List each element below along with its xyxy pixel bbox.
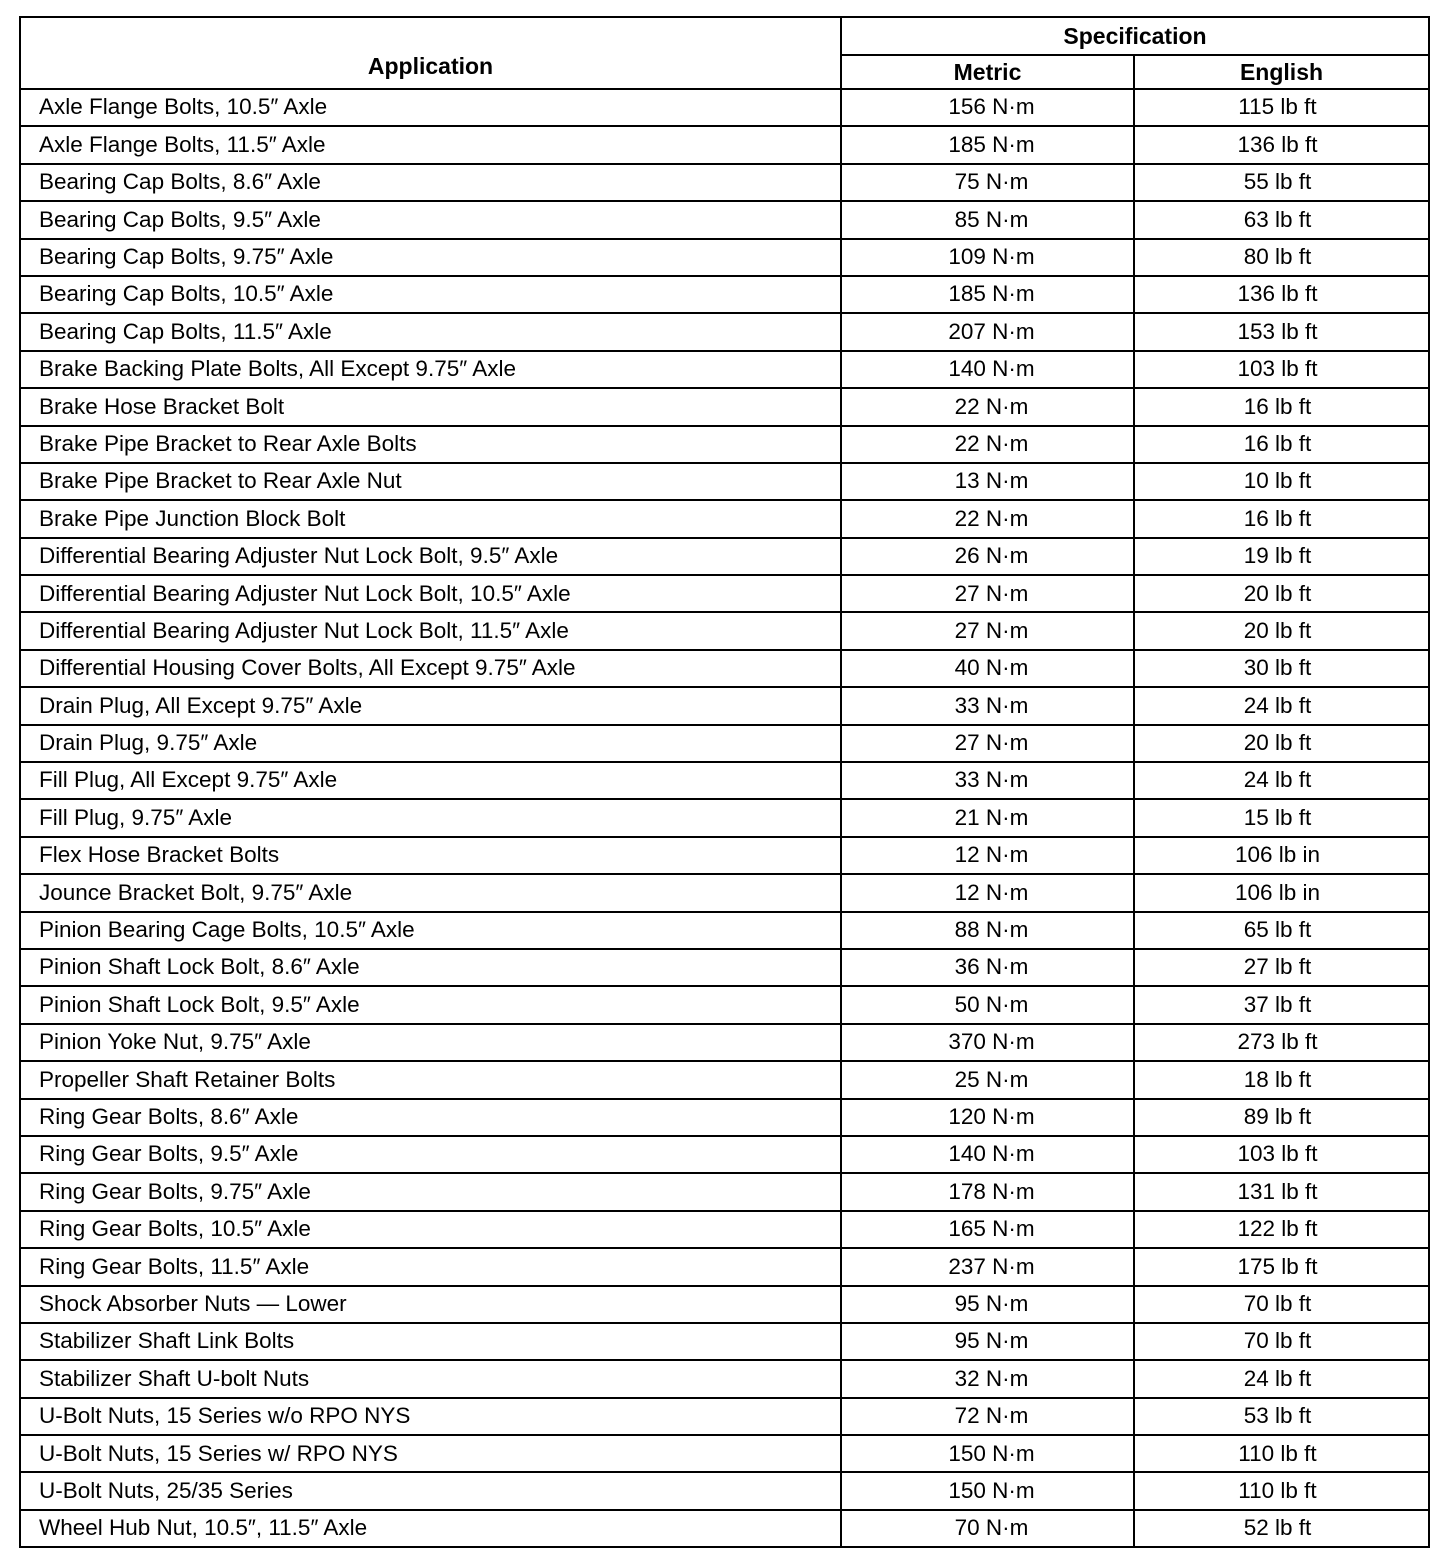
english-cell: 80 lb ft <box>1134 239 1429 276</box>
application-cell: Bearing Cap Bolts, 8.6″ Axle <box>20 164 841 201</box>
table-row <box>20 164 1429 201</box>
application-cell: Differential Bearing Adjuster Nut Lock Bolt, 10.5″ Axle <box>20 575 841 612</box>
application-cell: Drain Plug, All Except 9.75″ Axle <box>20 687 841 724</box>
table-row <box>20 874 1429 911</box>
english-cell: 175 lb ft <box>1134 1248 1429 1285</box>
english-cell: 103 lb ft <box>1134 351 1429 388</box>
table-row <box>20 986 1429 1023</box>
english-cell: 70 lb ft <box>1134 1323 1429 1360</box>
table-row <box>20 687 1429 724</box>
english-cell: 10 lb ft <box>1134 463 1429 500</box>
table-row <box>20 351 1429 388</box>
metric-cell: 12 N·m <box>841 874 1134 911</box>
table-row <box>20 949 1429 986</box>
english-header: English <box>1134 55 1429 89</box>
metric-cell: 70 N·m <box>841 1510 1134 1547</box>
english-cell: 106 lb in <box>1134 874 1429 911</box>
metric-cell: 22 N·m <box>841 388 1134 425</box>
table-row <box>20 463 1429 500</box>
application-cell: Differential Housing Cover Bolts, All Except 9.75″ Axle <box>20 650 841 687</box>
english-cell: 55 lb ft <box>1134 164 1429 201</box>
table-row <box>20 650 1429 687</box>
metric-cell: 50 N·m <box>841 986 1134 1023</box>
table-row <box>20 762 1429 799</box>
specification-header: Specification <box>841 17 1429 55</box>
metric-cell: 109 N·m <box>841 239 1134 276</box>
english-cell: 16 lb ft <box>1134 500 1429 537</box>
application-cell: Bearing Cap Bolts, 11.5″ Axle <box>20 313 841 350</box>
application-cell: Brake Pipe Bracket to Rear Axle Nut <box>20 463 841 500</box>
table-row <box>20 912 1429 949</box>
metric-cell: 36 N·m <box>841 949 1134 986</box>
english-cell: 30 lb ft <box>1134 650 1429 687</box>
english-cell: 103 lb ft <box>1134 1136 1429 1173</box>
application-cell: Fill Plug, 9.75″ Axle <box>20 799 841 836</box>
metric-cell: 95 N·m <box>841 1323 1134 1360</box>
english-cell: 106 lb in <box>1134 837 1429 874</box>
metric-cell: 185 N·m <box>841 276 1134 313</box>
table-row <box>20 126 1429 163</box>
metric-cell: 85 N·m <box>841 201 1134 238</box>
table-row <box>20 426 1429 463</box>
application-cell: Drain Plug, 9.75″ Axle <box>20 725 841 762</box>
metric-cell: 33 N·m <box>841 762 1134 799</box>
table-row <box>20 1024 1429 1061</box>
table-row <box>20 1248 1429 1285</box>
table-row <box>20 1360 1429 1397</box>
metric-cell: 207 N·m <box>841 313 1134 350</box>
english-cell: 110 lb ft <box>1134 1472 1429 1509</box>
english-cell: 115 lb ft <box>1134 89 1429 126</box>
english-cell: 52 lb ft <box>1134 1510 1429 1547</box>
english-cell: 20 lb ft <box>1134 575 1429 612</box>
application-cell: Brake Hose Bracket Bolt <box>20 388 841 425</box>
english-cell: 136 lb ft <box>1134 276 1429 313</box>
application-cell: Brake Pipe Junction Block Bolt <box>20 500 841 537</box>
metric-cell: 150 N·m <box>841 1472 1134 1509</box>
english-cell: 110 lb ft <box>1134 1435 1429 1472</box>
table-row <box>20 1061 1429 1098</box>
table-row <box>20 201 1429 238</box>
metric-cell: 12 N·m <box>841 837 1134 874</box>
english-cell: 65 lb ft <box>1134 912 1429 949</box>
metric-cell: 13 N·m <box>841 463 1134 500</box>
application-cell: Fill Plug, All Except 9.75″ Axle <box>20 762 841 799</box>
metric-cell: 185 N·m <box>841 126 1134 163</box>
application-cell: Propeller Shaft Retainer Bolts <box>20 1061 841 1098</box>
table-row <box>20 612 1429 649</box>
metric-cell: 140 N·m <box>841 1136 1134 1173</box>
table-row <box>20 538 1429 575</box>
table-body <box>20 89 1429 1547</box>
application-cell: Pinion Shaft Lock Bolt, 8.6″ Axle <box>20 949 841 986</box>
table-row <box>20 276 1429 313</box>
metric-cell: 33 N·m <box>841 687 1134 724</box>
application-cell: Bearing Cap Bolts, 9.75″ Axle <box>20 239 841 276</box>
english-cell: 18 lb ft <box>1134 1061 1429 1098</box>
english-cell: 53 lb ft <box>1134 1398 1429 1435</box>
metric-cell: 26 N·m <box>841 538 1134 575</box>
english-cell: 24 lb ft <box>1134 762 1429 799</box>
table-row <box>20 313 1429 350</box>
application-header: Application <box>20 17 841 89</box>
english-cell: 89 lb ft <box>1134 1099 1429 1136</box>
metric-cell: 75 N·m <box>841 164 1134 201</box>
english-cell: 24 lb ft <box>1134 687 1429 724</box>
table-row <box>20 799 1429 836</box>
metric-cell: 40 N·m <box>841 650 1134 687</box>
table-row <box>20 837 1429 874</box>
application-cell: Brake Pipe Bracket to Rear Axle Bolts <box>20 426 841 463</box>
metric-cell: 25 N·m <box>841 1061 1134 1098</box>
application-cell: Axle Flange Bolts, 10.5″ Axle <box>20 89 841 126</box>
english-cell: 20 lb ft <box>1134 612 1429 649</box>
english-cell: 37 lb ft <box>1134 986 1429 1023</box>
table-row <box>20 1398 1429 1435</box>
metric-cell: 27 N·m <box>841 575 1134 612</box>
application-cell: Stabilizer Shaft Link Bolts <box>20 1323 841 1360</box>
english-cell: 27 lb ft <box>1134 949 1429 986</box>
table-row <box>20 239 1429 276</box>
table-row <box>20 1510 1429 1547</box>
metric-cell: 237 N·m <box>841 1248 1134 1285</box>
metric-cell: 156 N·m <box>841 89 1134 126</box>
application-cell: Differential Bearing Adjuster Nut Lock Bolt, 9.5″ Axle <box>20 538 841 575</box>
table-row <box>20 1173 1429 1210</box>
application-cell: Brake Backing Plate Bolts, All Except 9.75″ Axle <box>20 351 841 388</box>
application-cell: Pinion Bearing Cage Bolts, 10.5″ Axle <box>20 912 841 949</box>
application-cell: Bearing Cap Bolts, 10.5″ Axle <box>20 276 841 313</box>
metric-cell: 140 N·m <box>841 351 1134 388</box>
table-row <box>20 89 1429 126</box>
english-cell: 273 lb ft <box>1134 1024 1429 1061</box>
english-cell: 70 lb ft <box>1134 1286 1429 1323</box>
application-cell: Ring Gear Bolts, 8.6″ Axle <box>20 1099 841 1136</box>
table-row <box>20 1286 1429 1323</box>
english-cell: 20 lb ft <box>1134 725 1429 762</box>
table-row <box>20 725 1429 762</box>
metric-cell: 72 N·m <box>841 1398 1134 1435</box>
english-cell: 19 lb ft <box>1134 538 1429 575</box>
metric-cell: 27 N·m <box>841 725 1134 762</box>
application-cell: Shock Absorber Nuts — Lower <box>20 1286 841 1323</box>
english-cell: 16 lb ft <box>1134 426 1429 463</box>
table-row <box>20 1323 1429 1360</box>
table-row <box>20 388 1429 425</box>
metric-header: Metric <box>841 55 1134 89</box>
table-row <box>20 575 1429 612</box>
application-cell: Ring Gear Bolts, 11.5″ Axle <box>20 1248 841 1285</box>
metric-cell: 88 N·m <box>841 912 1134 949</box>
table-row <box>20 1099 1429 1136</box>
english-cell: 15 lb ft <box>1134 799 1429 836</box>
table-row <box>20 500 1429 537</box>
metric-cell: 150 N·m <box>841 1435 1134 1472</box>
table-row <box>20 1136 1429 1173</box>
metric-cell: 27 N·m <box>841 612 1134 649</box>
english-cell: 16 lb ft <box>1134 388 1429 425</box>
application-cell: Wheel Hub Nut, 10.5″, 11.5″ Axle <box>20 1510 841 1547</box>
metric-cell: 165 N·m <box>841 1211 1134 1248</box>
english-cell: 122 lb ft <box>1134 1211 1429 1248</box>
application-cell: Axle Flange Bolts, 11.5″ Axle <box>20 126 841 163</box>
application-cell: Stabilizer Shaft U-bolt Nuts <box>20 1360 841 1397</box>
table-row <box>20 1435 1429 1472</box>
metric-cell: 32 N·m <box>841 1360 1134 1397</box>
table-header <box>20 17 1429 89</box>
application-cell: Pinion Yoke Nut, 9.75″ Axle <box>20 1024 841 1061</box>
metric-cell: 95 N·m <box>841 1286 1134 1323</box>
table-row <box>20 1472 1429 1509</box>
english-cell: 136 lb ft <box>1134 126 1429 163</box>
application-cell: Pinion Shaft Lock Bolt, 9.5″ Axle <box>20 986 841 1023</box>
metric-cell: 21 N·m <box>841 799 1134 836</box>
application-cell: Jounce Bracket Bolt, 9.75″ Axle <box>20 874 841 911</box>
application-cell: U-Bolt Nuts, 15 Series w/ RPO NYS <box>20 1435 841 1472</box>
metric-cell: 22 N·m <box>841 426 1134 463</box>
metric-cell: 22 N·m <box>841 500 1134 537</box>
application-cell: U-Bolt Nuts, 25/35 Series <box>20 1472 841 1509</box>
metric-cell: 120 N·m <box>841 1099 1134 1136</box>
header-row-top <box>20 17 1429 55</box>
metric-cell: 370 N·m <box>841 1024 1134 1061</box>
application-cell: Differential Bearing Adjuster Nut Lock Bolt, 11.5″ Axle <box>20 612 841 649</box>
application-cell: Ring Gear Bolts, 9.75″ Axle <box>20 1173 841 1210</box>
metric-cell: 178 N·m <box>841 1173 1134 1210</box>
fastener-spec-table <box>19 16 1430 1548</box>
english-cell: 131 lb ft <box>1134 1173 1429 1210</box>
application-cell: Ring Gear Bolts, 10.5″ Axle <box>20 1211 841 1248</box>
application-cell: Bearing Cap Bolts, 9.5″ Axle <box>20 201 841 238</box>
application-cell: Flex Hose Bracket Bolts <box>20 837 841 874</box>
english-cell: 24 lb ft <box>1134 1360 1429 1397</box>
table-row <box>20 1211 1429 1248</box>
english-cell: 63 lb ft <box>1134 201 1429 238</box>
application-cell: U-Bolt Nuts, 15 Series w/o RPO NYS <box>20 1398 841 1435</box>
english-cell: 153 lb ft <box>1134 313 1429 350</box>
application-cell: Ring Gear Bolts, 9.5″ Axle <box>20 1136 841 1173</box>
